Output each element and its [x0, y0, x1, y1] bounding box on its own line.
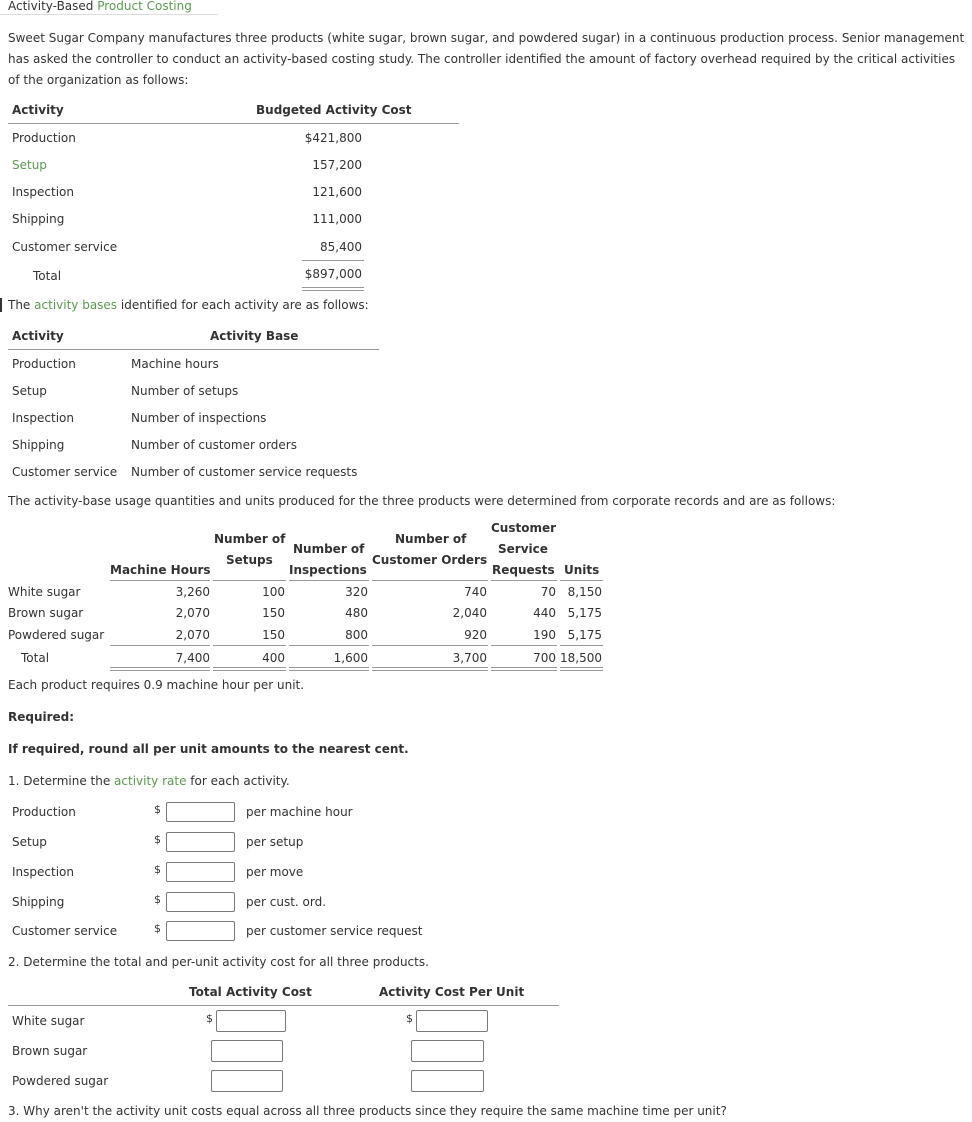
usage-subtotal-rule: [372, 645, 488, 646]
base-row-activity: Customer service: [12, 465, 118, 479]
usage-header-rule: [110, 580, 210, 581]
rate-unit: per cust. ord.: [246, 895, 327, 909]
usage-header-rule: [491, 580, 557, 581]
bases-intro: [8, 298, 369, 312]
usage-orders: 2,040: [452, 606, 487, 620]
usage-total-double-rule: [110, 667, 210, 671]
question-3: 3. Why aren't the activity unit costs equal across all three products since they require the same machine time per unit?: [8, 1104, 727, 1118]
round-note: If required, round all per unit amounts to the nearest cent.: [8, 742, 409, 756]
usage-header-rule: [560, 580, 603, 581]
usage-mh: 2,070: [175, 628, 210, 642]
activity-bases-link[interactable]: activity bases: [34, 298, 118, 312]
usage-orders: 920: [464, 628, 487, 642]
activity-rate-link[interactable]: activity rate: [114, 774, 187, 788]
currency-symbol: $: [154, 803, 161, 816]
usage-total-label: Total: [21, 651, 50, 665]
usage-subtotal-rule: [491, 645, 557, 646]
base-row-base: Number of customer orders: [131, 438, 297, 452]
usage-inspections: 320: [345, 585, 368, 599]
base-row-base: Number of setups: [131, 384, 239, 398]
rate-label: Customer service: [12, 924, 118, 938]
usage-subtotal-rule: [213, 645, 286, 646]
cost-total-double-rule: [302, 287, 364, 291]
machine-note: Each product requires 0.9 machine hour per unit.: [8, 678, 305, 692]
base-table-header-activity: Activity: [12, 329, 64, 343]
question-1: [8, 774, 290, 788]
usage-units: 8,150: [567, 585, 602, 599]
cost-row-label: Shipping: [12, 212, 65, 226]
inspection-rate-input[interactable]: [166, 862, 235, 882]
usage-header-setups: Setups: [226, 553, 273, 567]
currency-symbol: $: [406, 1012, 413, 1025]
setup-link[interactable]: Setup: [12, 158, 47, 172]
bases-intro-after: identified for each activity are as follows:: [120, 298, 369, 312]
production-rate-input[interactable]: [166, 802, 235, 822]
base-row-base: Machine hours: [131, 357, 219, 371]
title-underline: [0, 14, 218, 15]
cost-table-header-activity: Activity: [12, 103, 64, 117]
base-row-activity: Production: [12, 357, 76, 371]
base-row-base: Number of customer service requests: [131, 465, 358, 479]
cost-row-value: 157,200: [312, 158, 362, 172]
cost-row-value: 111,000: [312, 212, 362, 226]
cost-row-label: Inspection: [12, 185, 74, 199]
base-row-activity: Setup: [12, 384, 47, 398]
base-table-header-rule: [8, 349, 379, 350]
usage-total-requests: 700: [533, 651, 556, 665]
cost-table-header-rule: [8, 123, 459, 124]
usage-setups: 150: [262, 606, 285, 620]
product-costing-link[interactable]: Product Costing: [97, 0, 192, 13]
cost-table-header-cost: Budgeted Activity Cost: [256, 103, 412, 117]
page-title: [8, 0, 192, 13]
usage-header-inspections: Number of: [293, 542, 365, 556]
rate-unit: per move: [246, 865, 304, 879]
usage-total-double-rule: [213, 667, 286, 671]
usage-inspections: 480: [345, 606, 368, 620]
cost-row-value: 85,400: [320, 240, 362, 254]
usage-header-requests: Service: [498, 542, 548, 556]
usage-header-rule: [213, 580, 286, 581]
usage-header-requests: Customer: [491, 521, 557, 535]
rate-unit: per machine hour: [246, 805, 353, 819]
usage-header-orders: Number of: [395, 532, 467, 546]
q2-product-label: Brown sugar: [12, 1044, 88, 1058]
brown-sugar-total-cost-input[interactable]: [211, 1040, 283, 1062]
usage-setups: 150: [262, 628, 285, 642]
usage-header-setups: Number of: [214, 532, 286, 546]
usage-product: White sugar: [8, 585, 81, 599]
rate-label: Inspection: [12, 865, 74, 879]
question-2: 2. Determine the total and per-unit activity cost for all three products.: [8, 955, 429, 969]
currency-symbol: $: [154, 922, 161, 935]
usage-setups: 100: [262, 585, 285, 599]
usage-orders: 740: [464, 585, 487, 599]
cost-row-label: Customer service: [12, 240, 118, 254]
usage-total-inspections: 1,600: [333, 651, 368, 665]
usage-requests: 70: [540, 585, 556, 599]
usage-product: Brown sugar: [8, 606, 84, 620]
usage-units: 5,175: [567, 628, 602, 642]
usage-total-setups: 400: [262, 651, 285, 665]
base-table-header-base: Activity Base: [210, 329, 299, 343]
rate-label: Shipping: [12, 895, 65, 909]
usage-total-units: 18,500: [560, 651, 602, 665]
usage-subtotal-rule: [289, 645, 369, 646]
cost-row-label: Production: [12, 131, 76, 145]
white-sugar-total-cost-input[interactable]: [216, 1010, 286, 1032]
shipping-rate-input[interactable]: [166, 892, 235, 912]
q2-header-total: Total Activity Cost: [189, 985, 312, 999]
usage-header-orders: Customer Orders: [372, 553, 488, 567]
usage-product: Powdered sugar: [8, 628, 105, 642]
currency-symbol: $: [206, 1012, 213, 1025]
rate-label: Production: [12, 805, 76, 819]
cost-total-label: Total: [33, 269, 62, 283]
usage-header-rule: [372, 580, 488, 581]
usage-total-double-rule: [289, 667, 369, 671]
usage-subtotal-rule: [560, 645, 603, 646]
powdered-sugar-unit-cost-input[interactable]: [411, 1070, 484, 1092]
left-marker: [0, 298, 2, 312]
bases-intro-before: The: [8, 298, 31, 312]
currency-symbol: $: [154, 863, 161, 876]
rate-unit: per customer service request: [246, 924, 423, 938]
usage-total-double-rule: [491, 667, 557, 671]
usage-intro: The activity-base usage quantities and units produced for the three products were determined from corporate records and are as follows:: [8, 494, 836, 508]
usage-header-units: Units: [564, 563, 600, 577]
title-prefix: Activity-Based: [8, 0, 94, 13]
usage-total-orders: 3,700: [452, 651, 487, 665]
usage-total-double-rule: [560, 667, 603, 671]
cost-subtotal-rule: [302, 260, 364, 261]
q2-header-rule: [8, 1005, 559, 1006]
usage-header-requests: Requests: [492, 563, 555, 577]
customer-service-rate-input[interactable]: [166, 921, 235, 941]
required-label: Required:: [8, 710, 75, 724]
q2-product-label: Powdered sugar: [12, 1074, 109, 1088]
rate-unit: per setup: [246, 835, 304, 849]
currency-symbol: $: [154, 893, 161, 906]
cost-row-value: $421,800: [304, 131, 362, 145]
setup-rate-input[interactable]: [166, 832, 235, 852]
q2-product-label: White sugar: [12, 1014, 85, 1028]
usage-header-rule: [289, 580, 369, 581]
q1-prefix: 1. Determine the: [8, 774, 111, 788]
base-row-base: Number of inspections: [131, 411, 267, 425]
rate-label: Setup: [12, 835, 47, 849]
usage-total-mh: 7,400: [175, 651, 210, 665]
usage-subtotal-rule: [110, 645, 210, 646]
currency-symbol: $: [154, 833, 161, 846]
q2-header-per-unit: Activity Cost Per Unit: [379, 985, 525, 999]
white-sugar-unit-cost-input[interactable]: [416, 1010, 488, 1032]
usage-header-mh: Machine Hours: [110, 563, 211, 577]
base-row-activity: Inspection: [12, 411, 74, 425]
usage-mh: 3,260: [175, 585, 210, 599]
usage-requests: 440: [533, 606, 556, 620]
cost-row-value: 121,600: [312, 185, 362, 199]
usage-units: 5,175: [567, 606, 602, 620]
q1-suffix: for each activity.: [190, 774, 290, 788]
usage-inspections: 800: [345, 628, 368, 642]
brown-sugar-unit-cost-input[interactable]: [411, 1040, 484, 1062]
usage-mh: 2,070: [175, 606, 210, 620]
cost-total-value: $897,000: [304, 267, 362, 281]
powdered-sugar-total-cost-input[interactable]: [211, 1070, 283, 1092]
usage-requests: 190: [533, 628, 556, 642]
usage-header-inspections: Inspections: [289, 563, 367, 577]
usage-total-double-rule: [372, 667, 488, 671]
base-row-activity: Shipping: [12, 438, 65, 452]
intro-paragraph: Sweet Sugar Company manufactures three products (white sugar, brown sugar, and powdered sugar) in a continuous production process. Senior management has asked the controller to conduct an activity-based costing study. The controller identified the amount of factory overhead required by the critical activities of the organization as follows:: [8, 31, 965, 87]
